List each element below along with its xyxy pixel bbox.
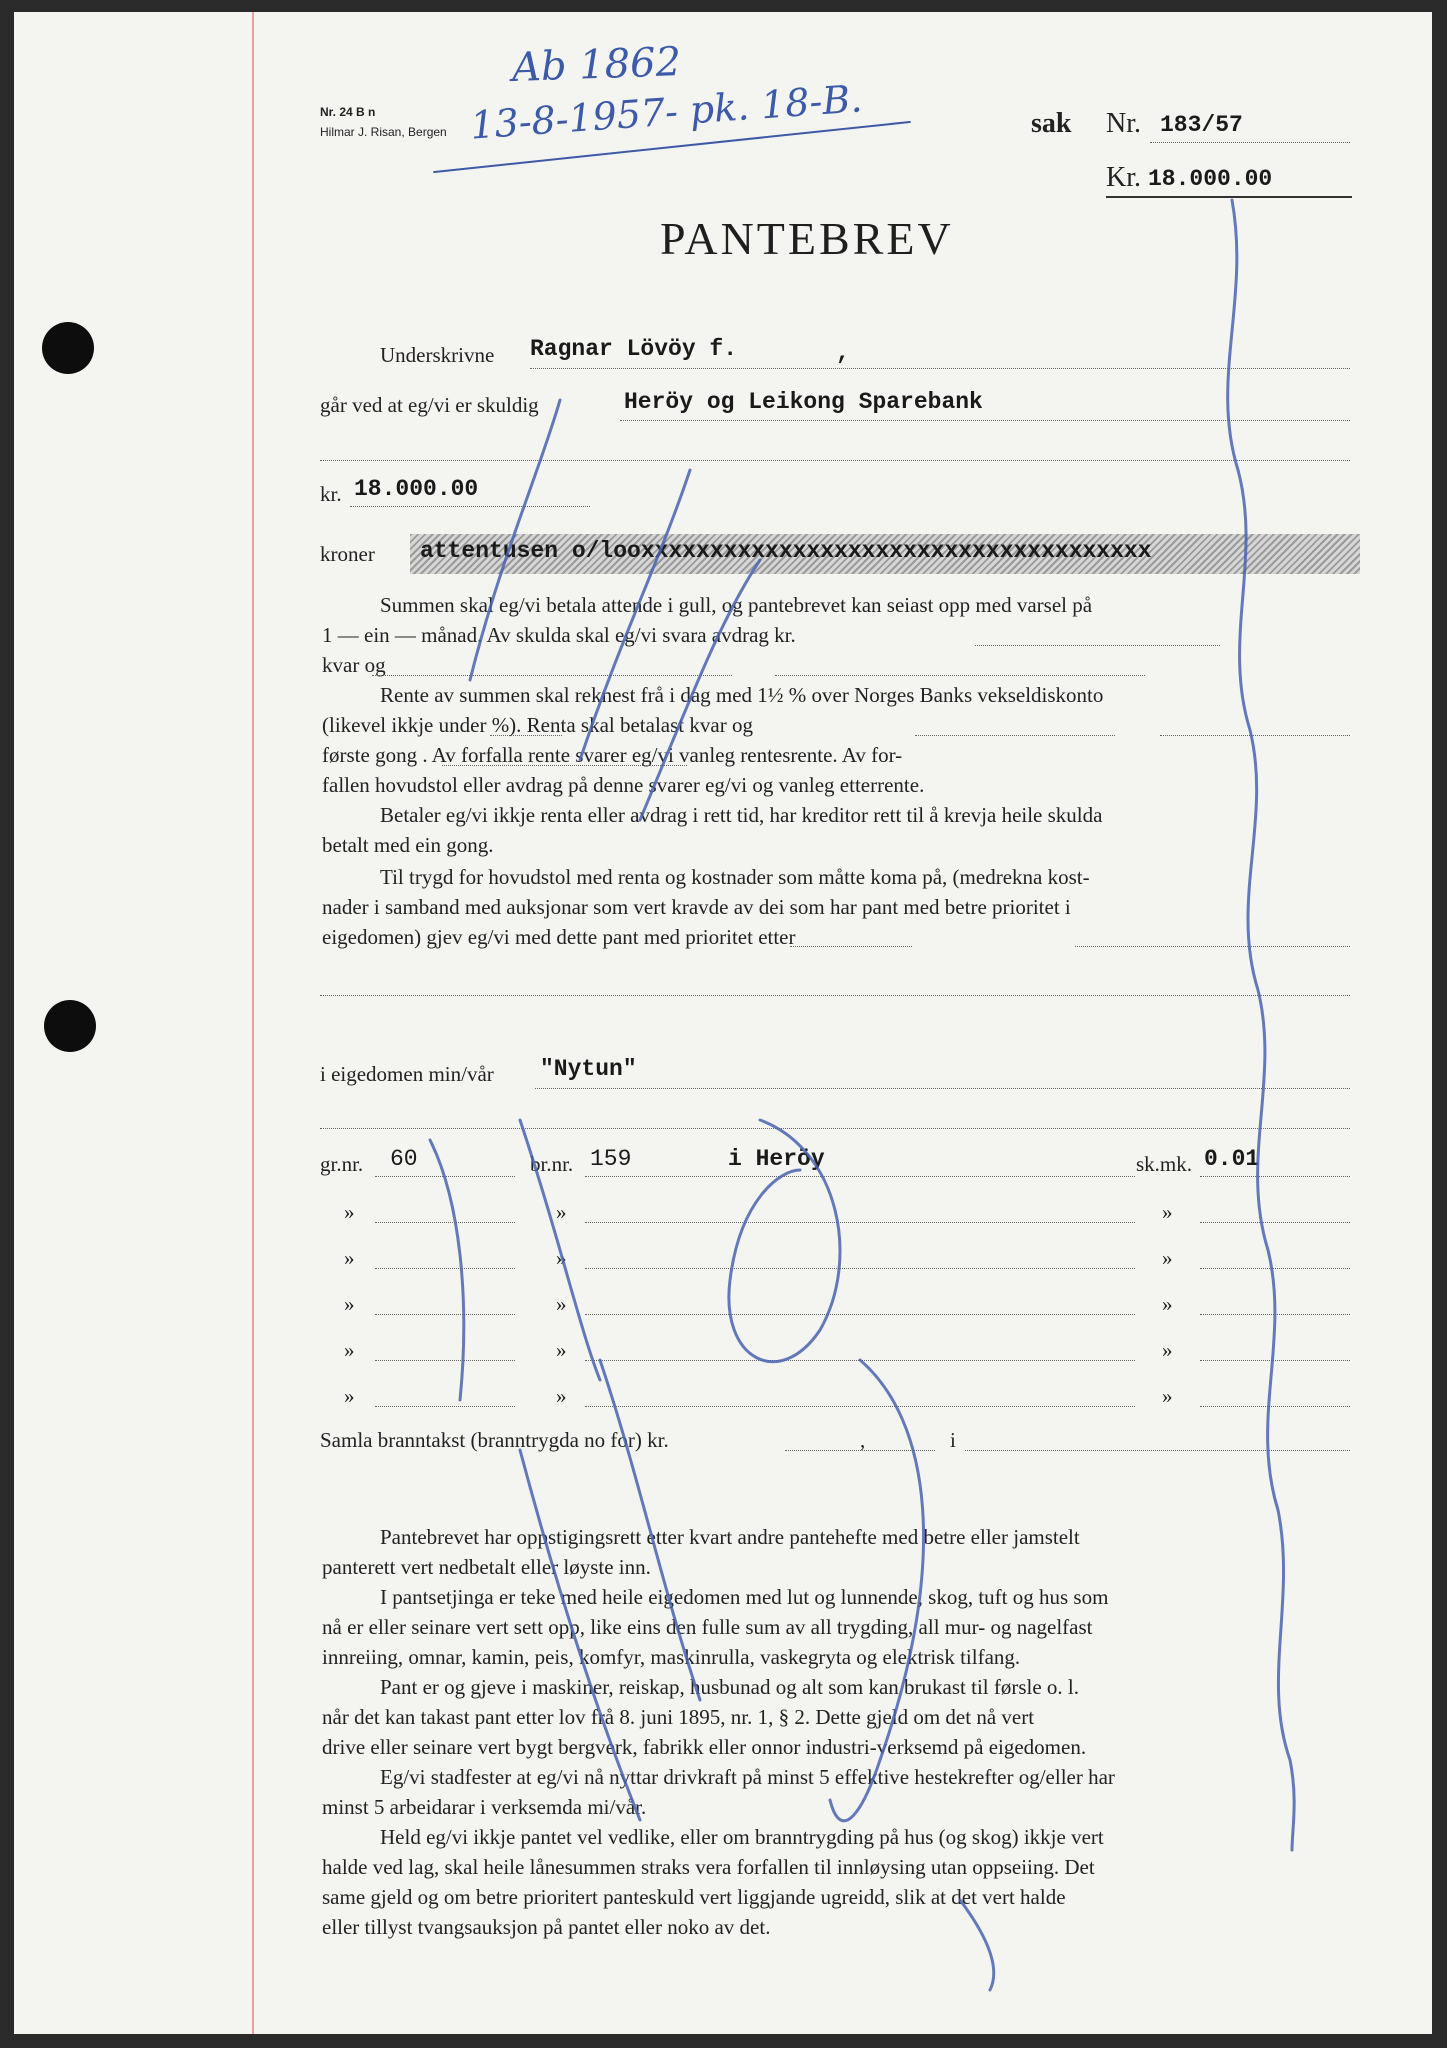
page-title: PANTEBREV [660, 213, 954, 264]
debtor-comma: , [836, 340, 850, 366]
branntakst-label: Samla branntakst (branntrygda no for) kr. [320, 1428, 669, 1452]
stroke-5 [520, 1120, 600, 1380]
stroke-6 [729, 1120, 840, 1362]
property-name: "Nytun" [540, 1056, 637, 1082]
ditto-mark: » [556, 1338, 567, 1362]
ditto-mark: » [1162, 1338, 1173, 1362]
stroke-3 [640, 560, 760, 820]
ditto-mark: » [344, 1292, 355, 1316]
handwritten-date: 13-8-1957- pk. 18-B. [468, 76, 864, 148]
branntakst-comma: , [860, 1428, 866, 1452]
grnr-label: gr.nr. [320, 1152, 364, 1176]
ditto-mark: » [344, 1384, 355, 1408]
nr-label: Nr. [1106, 108, 1141, 139]
case-number: 183/57 [1160, 112, 1243, 138]
ditto-mark: » [1162, 1200, 1173, 1224]
ditto-mark: » [556, 1384, 567, 1408]
ditto-mark: » [344, 1200, 355, 1224]
paragraph-maintenance: Held eg/vi ikkje pantet vel vedlike, eller om branntrygding på hus (og skog) ikkje vert halde ved lag, skal heile lånesummen straks vera forfallen til innløysing utan oppseiing. Det same gjeld og om betre prioritert panteskuld vert liggjande ugreidd, slik at det vert halde eller tillyst tvangsauksjon på pantet eller noko av det. [322, 1825, 1104, 1939]
paragraph-scope: I pantsetjinga er teke med heile eigedomen med lut og lunnende, skog, tuft og hus som nå er eller seinare vert sett opp, like eins den fulle sum av all trygding, all mur- og nagelfast innreiing, omnar, kamin, peis, komfyr, maskinrulla, vaskegryta og elektrisk tilfang. [322, 1585, 1109, 1669]
stroke-1 [470, 400, 560, 680]
form-code: Nr. 24 B n [320, 105, 376, 119]
skmk-value: 0.01 [1204, 1146, 1260, 1172]
ditto-mark: » [344, 1246, 355, 1270]
paragraph-power: Eg/vi stadfester at eg/vi nå nyttar drivkraft på minst 5 effektive hestekrefter og/eller har minst 5 arbeidarar i verksemda mi/vår. [322, 1765, 1115, 1819]
skuldig-label: går ved at eg/vi er skuldig [320, 393, 539, 417]
stroke-8 [830, 1360, 924, 1821]
ditto-mark: » [1162, 1292, 1173, 1316]
municipality: i Heröy [728, 1146, 825, 1172]
vertical-squiggle [1228, 200, 1294, 1850]
handwritten-reference: Ab 1862 [511, 39, 682, 91]
paragraph-priority: Pantebrevet har oppstigingsrett etter kvart andre pantehefte med betre eller jamstelt panterett vert nedbetalt eller løyste inn. [322, 1525, 1080, 1579]
stroke-10 [520, 1450, 640, 1820]
kr-label: Kr. [1106, 162, 1141, 193]
creditor-name: Heröy og Leikong Sparebank [624, 389, 983, 415]
ditto-mark: » [556, 1200, 567, 1224]
branntakst-i: i [950, 1428, 956, 1452]
amount-in-words: attentusen o/looxxxxxxxxxxxxxxxxxxxxxxxxxxxxxxxxxxxxx [420, 538, 1152, 564]
ditto-mark: » [1162, 1384, 1173, 1408]
paragraph-repayment: Summen skal eg/vi betala attende i gull, og pantebrevet kan seiast opp med varsel på 1 — ein — månad. Av skulda skal eg/vi svara avdrag kr. kvar og [322, 593, 1093, 677]
debtor-name: Ragnar Lövöy f. [530, 336, 738, 362]
brnr-label: br.nr. [530, 1152, 574, 1176]
paragraph-machinery: Pant er og gjeve i maskiner, reiskap, husbunad og alt som kan brukast til førsle o. l. når det kan takast pant etter lov frå 8. juni 1895, nr. 1, § 2. Dette gjeld om det nå vert drive eller seinare vert bygt bergverk, fabrikk eller onnor industri-verksemd på eigedomen. [322, 1675, 1087, 1759]
brnr-value: 159 [590, 1146, 632, 1172]
stroke-9 [960, 1900, 994, 1990]
property-label: i eigedomen min/vår [320, 1062, 494, 1086]
ditto-mark: » [556, 1292, 567, 1316]
kroner-label: kroner [320, 542, 375, 566]
stroke-4 [430, 1140, 464, 1400]
paragraph-interest: Rente av summen skal reknest frå i dag med 1½ % over Norges Banks vekseldiskonto (likevel ikkje under %). Renta skal betalast kvar og første gong . Av forfalla rente svarer eg/vi vanleg rentesrente. Av for- fallen hovudstol eller avdrag på denne svarer eg/vi og vanleg etterrente. [322, 683, 1104, 797]
skmk-label: sk.mk. [1136, 1152, 1193, 1176]
ditto-mark: » [1162, 1246, 1173, 1270]
underskrivne-label: Underskrivne [380, 343, 495, 367]
stroke-2 [580, 470, 690, 760]
sak-label: sak [1031, 108, 1072, 139]
ditto-mark: » [344, 1338, 355, 1362]
printer-name: Hilmar J. Risan, Bergen [320, 125, 447, 139]
grnr-value: 60 [390, 1146, 418, 1172]
header-amount: 18.000.00 [1148, 166, 1273, 192]
paragraph-security: Til trygd for hovudstol med renta og kostnader som måtte koma på, (medrekna kost- nader i samband med auksjonar som vert kravde av dei som har pant med betre prioritet i eigedomen) gjev eg/vi med dette pant med prioritet etter [322, 865, 1090, 949]
ditto-mark: » [556, 1246, 567, 1270]
kr-amount-label: kr. [320, 482, 342, 506]
paragraph-default: Betaler eg/vi ikkje renta eller avdrag i rett tid, har kreditor rett til å krevja heile skulda betalt med ein gong. [322, 803, 1103, 857]
loan-amount: 18.000.00 [354, 476, 479, 502]
stroke-7 [600, 1360, 700, 1700]
